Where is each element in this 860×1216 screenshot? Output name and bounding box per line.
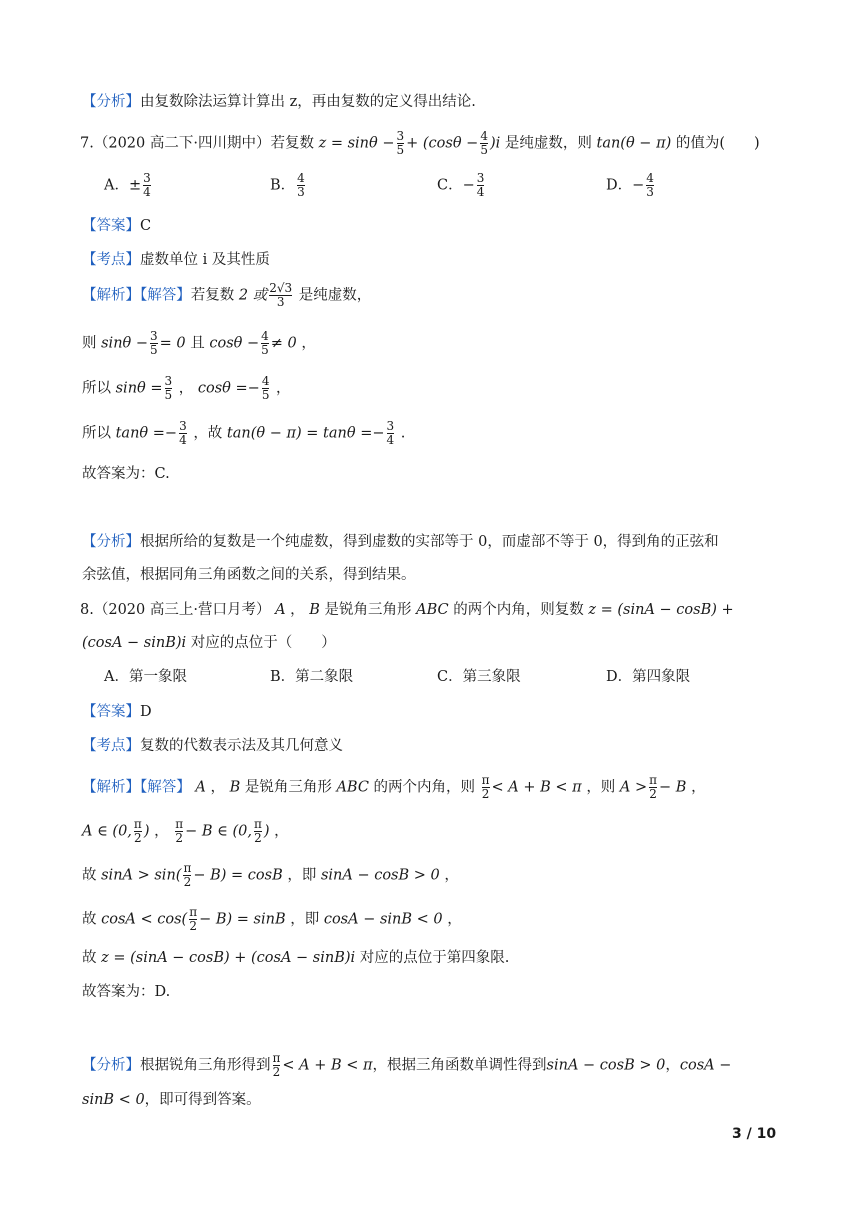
q7-conclusion: 故答案为：C. (82, 466, 170, 482)
top-analysis (82, 90, 476, 111)
analysis-tag: 【分析】 (82, 94, 140, 110)
q7-analysis-2: 余弦值，根据同角三角函数之间的关系，得到结果。 (82, 567, 416, 583)
q8-analysis-2: sinB < 0，即可得到答案。 (82, 1092, 261, 1108)
q7-source: （2020 高二下·四川期中） (93, 135, 271, 152)
q8-solution-3: 故 sinA > sin( $\frac{\pi}{2}$ − B) = cosB ，即 sinA − cosB > 0 ， (82, 861, 459, 889)
q7-stem-a: 若复数 (270, 135, 314, 152)
q8-solution-4: 故 cosA < cos( $\frac{\pi}{2}$ − B) = sinB ，即 cosA − sinB < 0 ， (82, 905, 462, 933)
analysis-text: 由复数除法运算计算出 z，再由复数的定义得出结论. (140, 94, 476, 110)
q8-option-c: C．第三象限 (437, 669, 521, 685)
q7-stem-b: 是纯虚数，则 (504, 135, 592, 152)
fraction: $\frac{3}{5}$ (396, 129, 405, 157)
q7-formula-tan: tan(θ − π) (596, 135, 672, 152)
q8-stem-2: (cosA − sinB)i 对应的点位于（ ） (82, 635, 336, 651)
q7-answer: 【答案】C (82, 218, 152, 234)
q7-option-a: A．± $\frac{3}{4}$ (104, 171, 151, 199)
q7-option-c: C．− $\frac{3}{4}$ (437, 171, 485, 199)
q7-number: 7. (80, 135, 94, 152)
q8-option-a: A．第一象限 (104, 669, 187, 685)
q7-solution-2: 则 sinθ − $\frac{3}{5}$ = 0 且 cosθ − $\frac{4}{5}$ ≠ 0 ， (82, 329, 316, 357)
q7-stem: 7.（2020 高二下·四川期中）若复数 z = sinθ − $\frac{3}{5}$ + (cosθ − $\frac{4}{5}$ )i 是纯虚数，则 tan(θ − π) 的值为( ) (80, 129, 760, 157)
q8-solution-5: 故 z = (sinA − cosB) + (cosA − sinB)i 对应的点位于第四象限. (82, 950, 510, 966)
q7-analysis-1: 【分析】根据所给的复数是一个纯虚数，得到虚数的实部等于 0，而虚部不等于 0，得到角的正弦和 (82, 534, 719, 550)
q8-topic: 【考点】复数的代数表示法及其几何意义 (82, 738, 343, 754)
q8-solution-2: A ∈ (0, $\frac{\pi}{2}$ ) ， $\frac{\pi}{2}$ − B ∈ (0, $\frac{\pi}{2}$ ) ， (82, 817, 289, 845)
q8-option-d: D．第四象限 (606, 669, 691, 685)
page-number: 3 / 10 (732, 1126, 777, 1142)
q8-stem-1: 8.（2020 高三上·营口月考） A ， B 是锐角三角形 ABC 的两个内角，则复数 z = (sinA − cosB) + (80, 602, 734, 618)
q7-formula-z: z = sinθ − (318, 135, 395, 152)
q7-option-d: D．− $\frac{4}{3}$ (606, 171, 654, 199)
q7-topic: 【考点】虚数单位 i 及其性质 (82, 252, 270, 268)
q8-option-b: B．第二象限 (270, 669, 354, 685)
q8-solution-1: 【解析】【解答】 A ， B 是锐角三角形 ABC 的两个内角，则 $\frac{\pi}{2}$ < A + B < π ，则 A > $\frac{\pi}{2}$ − B ， (82, 773, 706, 801)
q7-solution-1: 【解析】【解答】若复数 2 或 $\frac{2√3}{3}$ 是纯虚数， (82, 281, 372, 309)
q7-stem-c: 的值为( ) (675, 135, 760, 152)
q8-analysis-1: 【分析】根据锐角三角形得到 $\frac{\pi}{2}$ < A + B < π，根据三角函数单调性得到sinA − cosB > 0，cosA − (82, 1051, 732, 1079)
q7-option-b: B． $\frac{4}{3}$ (270, 171, 305, 199)
q7-solution-3: 所以 sinθ = $\frac{3}{5}$ ， cosθ =− $\frac{4}{5}$ ， (82, 374, 291, 402)
q7-solution-4: 所以 tanθ =− $\frac{3}{4}$ ，故 tan(θ − π) = tanθ =− $\frac{3}{4}$ . (82, 419, 406, 447)
q8-answer: 【答案】D (82, 704, 152, 720)
q8-conclusion: 故答案为：D. (82, 984, 171, 1000)
